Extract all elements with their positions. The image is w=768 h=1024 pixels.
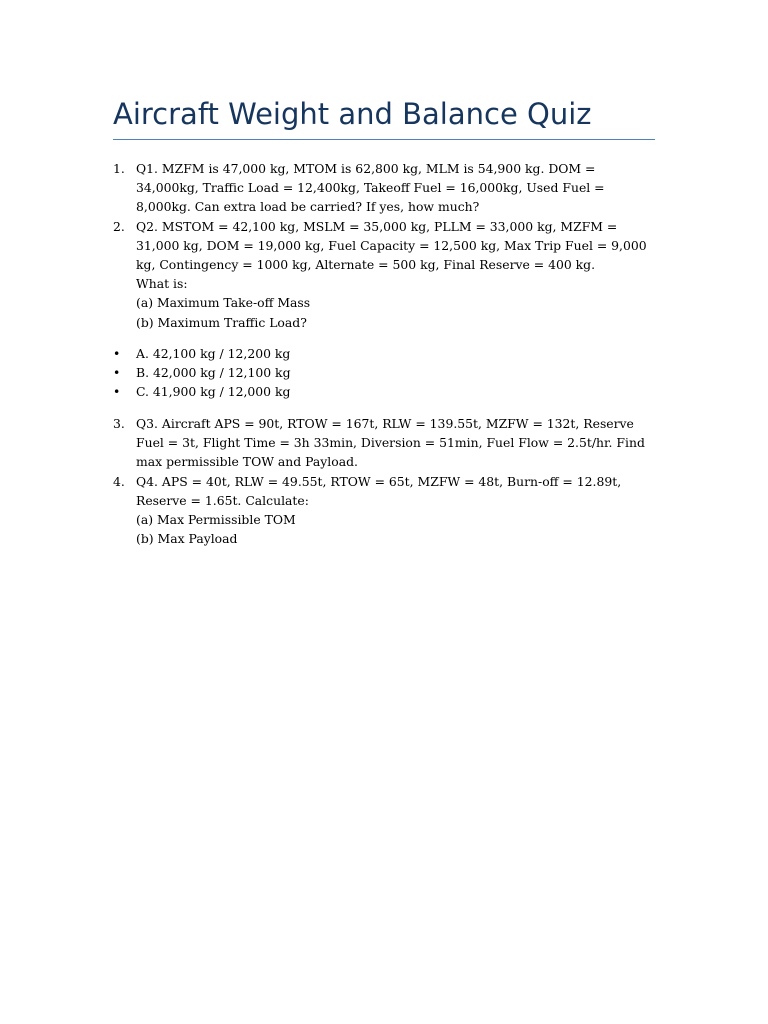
answer-option-text: B. 42,000 kg / 12,100 kg (136, 365, 291, 381)
question-text: Q1. MZFM is 47,000 kg, MTOM is 62,800 kg, MLM is 54,900 kg. DOM = 34,000kg, Traffic Load = 12,400kg, Takeoff Fuel = 16,000kg, Used Fuel = 8,000kg. Can extra load be carried? If yes, how much? (136, 161, 605, 215)
question-number: 3. (113, 416, 125, 431)
question-item (113, 414, 655, 472)
question-item (113, 217, 655, 332)
bullet-icon: • (113, 346, 121, 361)
question-text: Q4. APS = 40t, RLW = 49.55t, RTOW = 65t, MZFW = 48t, Burn-off = 12.89t, Reserve = 1.65t. Calculate: (136, 473, 622, 508)
question-text: Q3. Aircraft APS = 90t, RTOW = 167t, RLW = 139.55t, MZFW = 132t, Reserve Fuel = 3t, Flight Time = 3h 33min, Diversion = 51min, Fuel Flow = 2.5t/hr. Find max permissible TOW and Payload. (136, 416, 645, 470)
question-item (113, 472, 655, 549)
question-number: 2. (113, 218, 125, 234)
question-text: (b) Max Payload (136, 531, 238, 547)
question-number: 1. (113, 161, 125, 176)
question-text: Q2. MSTOM = 42,100 kg, MSLM = 35,000 kg, PLLM = 33,000 kg, MZFM = 31,000 kg, DOM = 19,000 kg, Fuel Capacity = 12,500 kg, Max Trip Fuel = 9,000 kg, Contingency = 1000 kg, Alternate = 500 kg, Final Reserve = 400 kg. (136, 218, 647, 273)
question-list-part2 (113, 414, 655, 548)
answer-option (113, 344, 655, 363)
document-title: Aircraft Weight and Balance Quiz (113, 97, 592, 131)
answer-option-text: A. 42,100 kg / 12,200 kg (136, 346, 291, 361)
question-text: (b) Maximum Traffic Load? (136, 314, 307, 330)
answer-option (113, 363, 655, 382)
question-list-part1 (113, 159, 655, 332)
bullet-icon: • (113, 384, 121, 400)
answer-options-list (113, 344, 655, 402)
answer-option-text: C. 41,900 kg / 12,000 kg (136, 384, 291, 400)
title-underline (113, 139, 655, 140)
question-text: What is: (136, 276, 188, 292)
question-text: (a) Max Permissible TOM (136, 512, 296, 528)
answer-option (113, 382, 655, 401)
question-item (113, 159, 655, 217)
question-text: (a) Maximum Take-off Mass (136, 295, 311, 311)
bullet-icon: • (113, 365, 121, 381)
question-number: 4. (113, 473, 125, 489)
